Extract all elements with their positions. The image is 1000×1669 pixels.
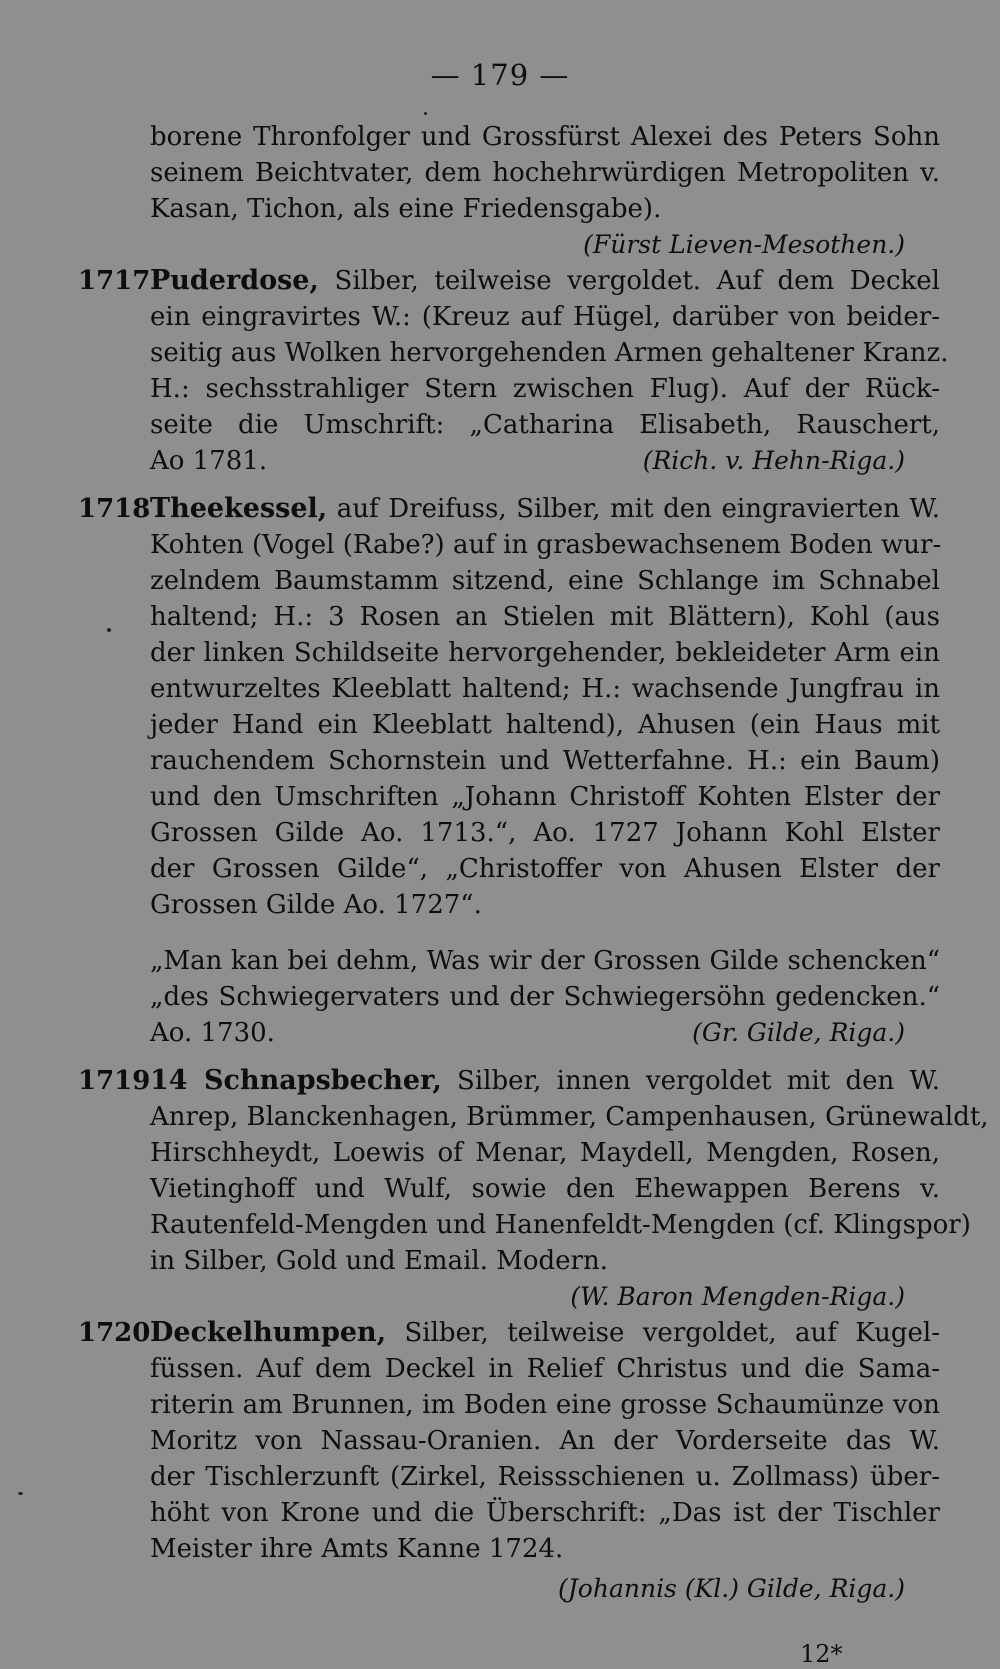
entry-1719-source: (W. Baron Mengden-Riga.) [570,1282,905,1311]
entry-1717-first-rest: Silber, teilweise vergoldet. Auf dem Deckel [318,266,940,296]
scan-speck [107,628,111,632]
page-number: — 179 — [430,58,570,92]
scan-speck [18,1492,23,1495]
entry-number-1719: 1719 [78,1066,151,1096]
intro-line-2: seinem Beichtvater, dem hochehrwürdigen Metropoliten v. [150,158,940,188]
entry-1719-line: in Silber, Gold und Email. Modern. [150,1246,608,1276]
entry-1718-first-rest: auf Dreifuss, Silber, mit den eingravierten W. [327,494,940,524]
entry-1717-line: ein eingravirtes W.: (Kreuz auf Hügel, darüber von beider- [150,302,940,332]
entry-1718-quote-line: „des Schwiegervaters und der Schwiegersöhn gedencken.“ [150,982,940,1012]
entry-1718-line: Grossen Gilde Ao. 1713.“, Ao. 1727 Johann Kohl Elster [150,818,940,848]
entry-1718-line: der linken Schildseite hervorgehender, bekleideter Arm ein [150,638,940,668]
entry-1718-line: haltend; H.: 3 Rosen an Stielen mit Blättern), Kohl (aus [150,602,940,632]
entry-1720-first-rest: Silber, teilweise vergoldet, auf Kugel- [386,1318,940,1348]
intro-line-3: Kasan, Tichon, als eine Friedensgabe). [150,194,662,224]
entry-1720-line: Meister ihre Amts Kanne 1724. [150,1534,564,1564]
entry-1717-source: (Rich. v. Hehn-Riga.) [642,446,905,475]
entry-number-1720: 1720 [78,1318,151,1348]
entry-1718-line: der Grossen Gilde“, „Christoffer von Ahusen Elster der [150,854,940,884]
entry-1718-line: jeder Hand ein Kleeblatt haltend), Ahusen (ein Haus mit [150,710,940,740]
entry-1718-date: Ao. 1730. [150,1018,275,1048]
intro-source: (Fürst Lieven-Mesothen.) [583,230,905,259]
entry-1718-line: zelndem Baumstamm sitzend, eine Schlange im Schnabel [150,566,940,596]
entry-1720-line: riterin am Brunnen, im Boden eine grosse Schaumünze von [150,1390,940,1420]
scan-speck [424,112,427,115]
entry-1719-first-rest: Silber, innen vergoldet mit den W. [441,1066,940,1096]
entry-1720-first-line [150,1316,940,1350]
entry-1717-title: Puderdose, [150,265,319,296]
entry-1718-first-line [150,492,940,526]
entry-1720-line: Moritz von Nassau-Oranien. An der Vorderseite das W. [150,1426,940,1456]
entry-1718-source: (Gr. Gilde, Riga.) [692,1018,905,1047]
entry-1719-line: Hirschheydt, Loewis of Menar, Maydell, Mengden, Rosen, [150,1138,940,1168]
entry-1717-line: H.: sechsstrahliger Stern zwischen Flug). Auf der Rück- [150,374,940,404]
entry-number-1717: 1717 [78,266,151,296]
entry-1720-title: Deckelhumpen, [150,1317,387,1348]
entry-1717-date: Ao 1781. [150,446,268,476]
entry-1717-first-line [150,264,940,298]
entry-1718-line: Grossen Gilde Ao. 1727“. [150,890,482,920]
entry-1717-line: seite die Umschrift: „Catharina Elisabeth, Rauschert, [150,410,940,440]
signature-mark: 12* [800,1640,843,1668]
entry-1718-line: entwurzeltes Kleeblatt haltend; H.: wachsende Jungfrau in [150,674,940,704]
entry-1719-first-line [150,1064,940,1098]
entry-1720-source: (Johannis (Kl.) Gilde, Riga.) [558,1574,905,1603]
entry-1720-line: füssen. Auf dem Deckel in Relief Christus und die Sama- [150,1354,940,1384]
entry-1718-line: Kohten (Vogel (Rabe?) auf in grasbewachsenem Boden wur- [150,530,942,560]
entry-1720-line: der Tischlerzunft (Zirkel, Reissschienen u. Zollmass) über- [150,1462,940,1492]
entry-1719-title: 14 Schnapsbecher, [150,1065,442,1096]
entry-1720-line: höht von Krone und die Überschrift: „Das ist der Tischler [150,1498,940,1528]
entry-1719-line: Anrep, Blanckenhagen, Brümmer, Campenhausen, Grünewaldt, [150,1102,989,1132]
entry-1718-line: rauchendem Schornstein und Wetterfahne. H.: ein Baum) [150,746,940,776]
entry-1718-quote-line: „Man kan bei dehm, Was wir der Grossen Gilde schencken“ [150,946,940,976]
entry-1718-title: Theekessel, [150,493,328,524]
entry-1718-line: und den Umschriften „Johann Christoff Kohten Elster der [150,782,940,812]
intro-line-1: borene Thronfolger und Grossfürst Alexei des Peters Sohn [150,122,940,152]
entry-1719-line: Vietinghoff und Wulf, sowie den Ehewappen Berens v. [150,1174,940,1204]
entry-number-1718: 1718 [78,494,151,524]
entry-1717-line: seitig aus Wolken hervorgehenden Armen gehaltener Kranz. [150,338,949,368]
entry-1719-line: Rautenfeld-Mengden und Hanenfeldt-Mengden (cf. Klingspor) [150,1210,971,1240]
